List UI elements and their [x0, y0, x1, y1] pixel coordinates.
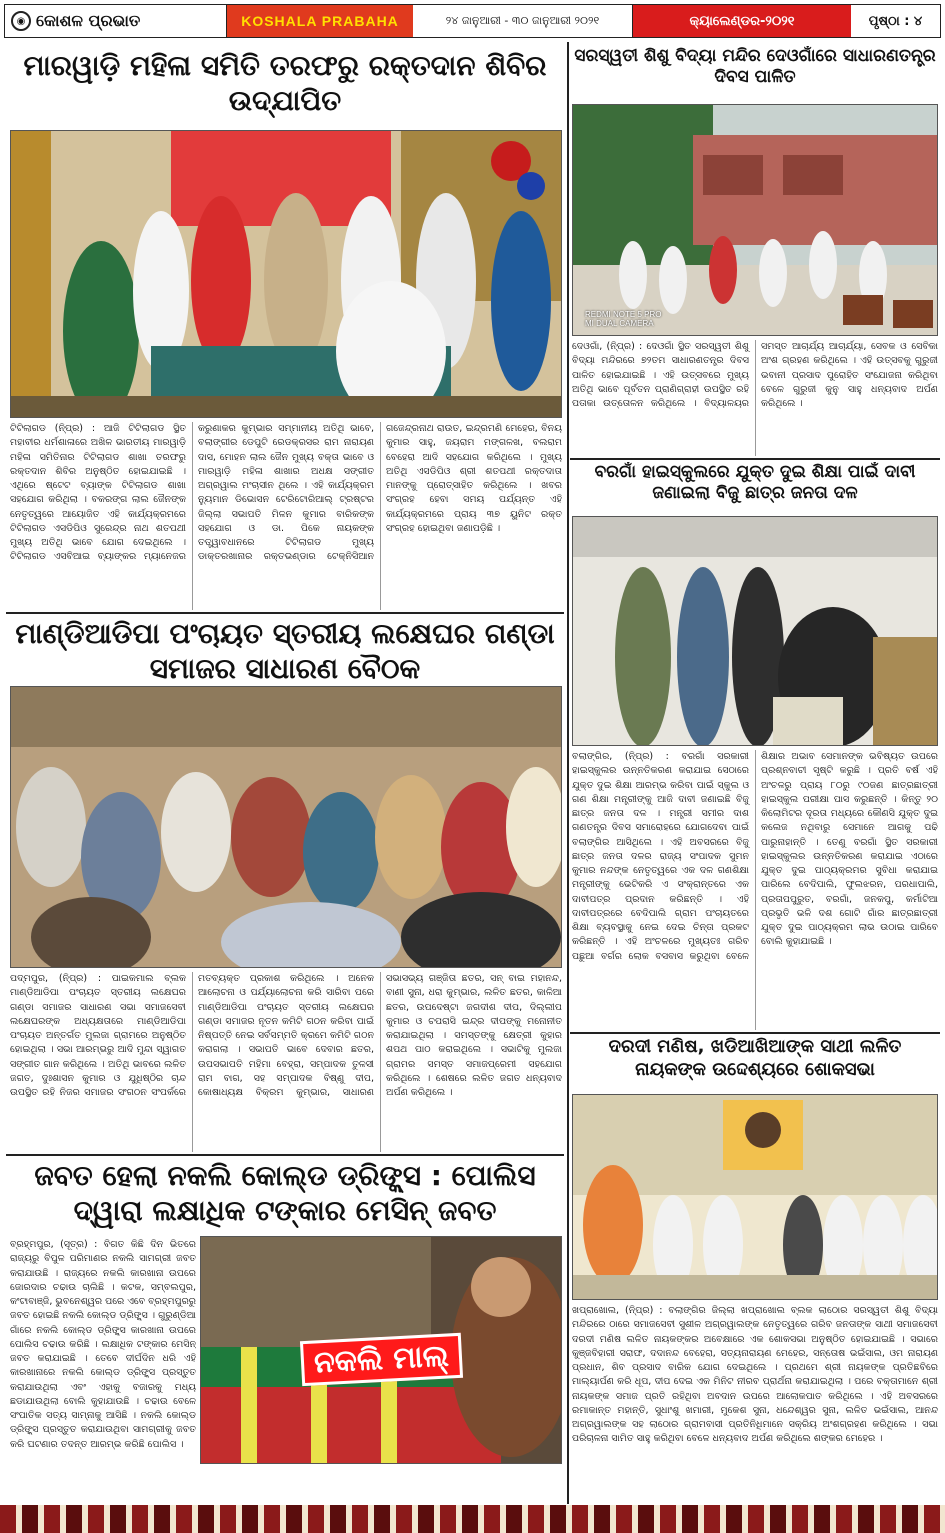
masthead — [4, 4, 941, 38]
section-divider — [570, 1032, 940, 1034]
section-divider — [6, 1154, 564, 1156]
blood-camp-body: ଟିଟିଲାଗଡ (ନି୍ପ୍ର) : ଆଜି ଟିଟିଲାଗଡ ସ୍ଥିତ ମହାବୀର ଧର୍ମଶାଳାରେ ଅଖିଳ ଭାରତୀୟ ମାରୱାଡ଼ି ମହିଳା ସମିତିନାର ଟିଟିଲାଗଡ ଶାଖା ତରଫରୁ ରକ୍ତଦାନ ଶିବିର ଅନୁଷ୍ଠିତ ହୋଇଯାଇଛି । ଏଥିରେ ଷ୍ଟେଟ ବ୍ୟାଙ୍କ ଟିଟିଲାଗଡ ଶାଖା ସହଯୋଗ କରିଥିଲା । ବକରଙ୍ଗ ଲାଲ ଜୈନଙ୍କ ନେତୃତ୍ୱରେ ଆୟୋଜିତ ଏହି କାର୍ଯ୍ୟକ୍ରମରେ ଟିଟିଲାଗଡ ଏସଡିପିଓ ସୁରେନ୍ଦ୍ର ନାଥ ଶତପଥୀ ମୁଖ୍ୟ ଅତିଥି ଭାବେ ଯୋଗ ଦେଇଥିଲେ । ଟିଟିଲାଗଡ ଏସବିଆଇ ବ୍ୟାଙ୍କର ମ୍ୟାନେଜର କରୁଣାକର କୁମ୍ଭାର ସମ୍ମାନୀୟ ଅତିଥି ଭାବେ, ବଲାଙ୍ଗୀର ଡେପୁଟି ରେଡକ୍ରସର ରାମ ନାରାୟଣ ଦାସ, ମୋହନ ଲାଲ ଜୈନ ମୁଖ୍ୟ ବକ୍ତା ଭାବେ ଓ ମାରୱାଡ଼ି ମହିଳା ଶାଖାର ଅଧକ୍ଷ ସଙ୍ଗୀତ ଅଗ୍ରୱାଲ ମଂଚାସୀନ ଥିଲେ । ଏହି କାର୍ଯ୍ୟକ୍ରମ ନ୍ୟୁମାନ ଡିଭୋସନ ଟେରିଟୋରିଆଲ୍ ଟ୍ରଷ୍ଟର ଜିଲ୍ଲା ସଭାପତି ମିଳନ କୁମାର ବାରିକଙ୍କ ସହଯୋଗ ଓ ଡା. ପିକେ ନାୟକଙ୍କ ତତ୍ତ୍ୱାବଧାନରେ ଟିଟିଲାଗଡ ମୁଖ୍ୟ ଡାକ୍ତରଖାନାର ରକ୍ତଭଣ୍ଡାର ଟେକ୍ନିସିଆନ ଗଜେନ୍ଦ୍ରନାଥ ରାଉତ, ଇନ୍ଦ୍ରମଣି ମେହେର, ବିନୟ କୁମାର ସାହୁ, ଜୟରାମ ମଙ୍ଗଳଖ, ବଲରାମ ବେହେରା ଆଦି ସହଯୋଗ କରିଥିଲେ । ମୁଖ୍ୟ ଅତିଥି ଏସଡିପିଓ ଶ୍ରୀ ଶତପଥୀ ରକ୍ତଦାତା ମାନଙ୍କୁ ପ୍ରୋତ୍ସାହିତ କରିଥିଲେ । ଖବର ସଂଗ୍ରହ ହେବା ସମୟ ପର୍ଯ୍ୟନ୍ତ ଏହି କାର୍ଯ୍ୟକ୍ରମରେ ପ୍ରାୟ ୩୭ ୟୁନିଟ ରକ୍ତ ସଂଗ୍ରହ ହୋଇଥିବା ଜଣାପଡ଼ିଛି । — [10, 423, 562, 563]
saraswati-body: ଦେଓଗାଁ, (ନି୍ପ୍ର) : ଦେଓଗାଁ ସ୍ଥିତ ସରସ୍ୱତୀ ଶିଶୁ ବିଦ୍ୟା ମନ୍ଦିରରେ ୭୨ତମ ସାଧାରଣତନ୍ତ୍ର ଦିବସ ପାଳିତ ହୋଇଯାଇଛି । ଏହି ଉତ୍ସବରେ ମୁଖ୍ୟ ଅତିଥି ଭାବେ ପୂର୍ବତନ ପ୍ରାଣିଗ୍ରାହୀ ଉପସ୍ଥିତ ରହି ପତାକା ଉତ୍ତୋଳନ କରିଥିଲେ । ବିଦ୍ୟାଳୟର ସମସ୍ତ ଆଚାର୍ଯ୍ୟ ଆଚାର୍ଯ୍ୟା, ସେବକ ଓ ସେବିକା ଅଂଶ ଗ୍ରହଣ କରିଥିଲେ । ଏହି ଉତ୍ସବକୁ ଗୁରୁଜୀ ଭବାନୀ ପ୍ରସାଦ ପୁରୋହିତ ସଂଯୋଜନା କରିଥିବା ବେଳେ ଗୁରୁଜୀ କୁନୁ ସାହୁ ଧନ୍ୟବାଦ ଅର୍ପଣ କରିଥିଲେ । — [572, 341, 938, 409]
section-divider — [6, 612, 564, 614]
condolence-photo — [572, 1094, 938, 1300]
bargaon-headline: ବରଗାଁ ହାଇସ୍କୁଲରେ ଯୁକ୍ତ ଦୁଇ ଶିକ୍ଷା ପାଇଁ ଦାବୀ ଜଣାଇଲା ବିଜୁ ଛାତ୍ର ଜନତା ଦଳ — [594, 462, 916, 504]
masthead-name: KOSHALA PRABAHA — [227, 5, 413, 37]
fake-drinks-headline: ଜବତ ହେଲା ନକଲି କୋଲ୍ଡ ଡ୍ରିଙ୍କ୍ସ : ପୋଲିସ ଦ୍ୱାରା ଲକ୍ଷାଧିକ ଟଙ୍କାର ମେସିନ୍ ଜବତ — [34, 1159, 536, 1227]
condolence-headline: ଦରଦୀ ମଣିଷ, ଖଡିଆଖିଆଙ୍କ ସାଥୀ ଲଳିତ ନାୟକଙ୍କ ଉଦ୍ଦେଶ୍ୟରେ ଶୋକସଭା — [608, 1036, 902, 1080]
saraswati-headline: ସରସ୍ୱତୀ ଶିଶୁ ବିଦ୍ୟା ମନ୍ଦିର ଦେଓଗାଁରେ ସାଧାରଣତନ୍ତ୍ର ଦିବସ ପାଳିତ — [574, 46, 936, 88]
saraswati-photo — [572, 104, 938, 336]
footer-ornament — [0, 1505, 945, 1533]
logo-text: କୋଶଳ ପ୍ରଭାତ — [36, 11, 141, 30]
page-number: ପୃଷ୍ଠା : ୪ — [868, 13, 923, 29]
fake-goods-stamp: ନକଲି ମାଲ୍ — [300, 1333, 463, 1386]
blood-camp-headline: ମାରୱାଡ଼ି ମହିଳା ସମିତି ତରଫରୁ ରକ୍ତଦାନ ଶିବିର ଉଦ୍‌ଯାପିତ — [23, 49, 547, 117]
fake-drinks-caption-area — [200, 1466, 562, 1502]
gond-meeting-body: ପଦ୍ମପୁର, (ନି୍ପ୍ର) : ପାଇକମାଲ ବ୍ଲକ ମାଣ୍ଡିଆଡିପା ପଂଚାୟତ ସ୍ତରୀୟ ଲକ୍ଷେଘର ଗଣ୍ଡା ସମାଜର ସାଧାରଣ ସଭା ସମାଜସେବୀ ଲକ୍ଷେଘରଙ୍କ ଅଧ୍ୟକ୍ଷତାରେ ମାଣ୍ଡିଆଡିପା ପଂଚାୟତ ଅନ୍ତର୍ଗତ ମୁଲଜା ଗ୍ରାମରେ ଅନୁଷ୍ଠିତ ହୋଇଥିଲା । ସଭା ଆରମ୍ଭରୁ ଆଦି ମୁନ୍ଦା ସ୍ୱାଗତ ସଙ୍ଗୀତ ଗାନ କରିଥିଲେ । ଅତିଥି ଭାବରେ ଲଳିତ ଜଗତ, ଦୁଃଶାସନ କୁମାର ଓ ଯୁଧିଷ୍ଠିର ଚାନ୍ଦ ଉପସ୍ଥିତ ରହି ନିଜର ସମାଜର ସଂଗଠନ ସଂପର୍କରେ ମତବ୍ୟକ୍ତ ପ୍ରକାଶ କରିଥିଲେ । ଅନେକ ଆଲୋଚନା ଓ ପର୍ଯ୍ୟାଲୋଚନା କରି ସାରିବା ପରେ ମାଣ୍ଡିଆଡିପା ପଂଚାୟତ ସ୍ତରୀୟ ଲକ୍ଷେଘର ଗଣ୍ଡା ସମାଜର ନୂତନ କମିଟି ଗଠନ କରିବା ପାଇଁ ନିଷ୍ପତ୍ତି ନେଇ ସର୍ବସମ୍ମତି କ୍ରମେ କମିଟି ଗଠନ କରାଗଲା । ସଭାପତି ଭାବେ ଦେବାର ଛତର, ଉପସଭାପତି ମହିମା ବେହ୍ରା, ସମ୍ପାଦକ ତୁଳସୀ ରାମ ବାଗ, ସହ ସମ୍ପାଦକ ବିଷ୍ଣୁ ଦୀପ, କୋଷାଧ୍ୟକ୍ଷ ବିକ୍ରମ କୁମ୍ଭାର, ସାଧାରଣ ସଭାସଭ୍ୟ ଗଞ୍ଜିତା ଛତର, ସନ୍ ବାଇ ମହାନନ୍ଦ, ବାଣୀ ସୁନା, ଧରା କୁମ୍ଭାର, ଲଳିତ ଛତର, କାଳିଆ ଛତର, ଉପଦେଷ୍ଟା ଜଗଦୀଶ ଦୀପ, ଦିଲ୍ଲୀପ କୁମାର ଓ ଚପରାସି ଇନ୍ଦ୍ର ଦୀପଙ୍କୁ ମନୋନୀତ କରାଯାଇଥିଲା । ସମସ୍ତଙ୍କୁ କ୍ଷେତ୍ରୀ କୁହାର ଶପଥ ପାଠ କରାଇଥିଲେ । ସଭାଟିକୁ ମୁଲଜା ଗ୍ରାମର ସମସ୍ତ ସମାଜପ୍ରେମୀ ସହଯୋଗ କରିଥିଲେ । ଶେଷରେ ଲଳିତ ଜଗତ ଧନ୍ୟବାଦ ଅର୍ପଣ କରିଥିଲେ । — [10, 973, 562, 1098]
bargaon-photo — [572, 516, 938, 746]
fake-drinks-body: ବ୍ରହ୍ମପୁର, (ସୂତ୍ର) : ବିଗତ କିଛି ଦିନ ଭିତରେ ରାଜ୍ୟରୁ ବିପୁଳ ପରିମାଣର ନକଲି ସାମଗ୍ରୀ ଜବତ କରାଯାଉଛି । ରାଜ୍ୟରେ ନକଲି କାରଖାନା ଉପରେ ଜୋରଦାର ଚଢାଉ ଚାଲିଛି । କଟକ, ସମ୍ବଲପୁର, କଂଟାବାଞ୍ଜି, ଭୁବନେଶ୍ୱର ପରେ ଏବେ ବ୍ରହ୍ମପୁରରୁ ଜବତ ହୋଇଛି ନକଲି କୋଲ୍ଡ ଡ୍ରିଙ୍କ୍ସ । ଗୁରୁଣ୍ଡିଆ ଗାଁରେ ନକଲି କୋଲ୍ଡ ଡ୍ରିଙ୍କ୍ସ କାରଖାନା ଉପରେ ପୋଲିସ ଚଢାଉ କରିଛି । ଲକ୍ଷାଧିକ ଟଙ୍କାର ମେସିନ୍ ଜବତ କରାଯାଇଛି । ତେବେ ଦୀର୍ଘଦିନ ଧରି ଏହି କାରଖାନାରେ ନକଲି କୋଲ୍ଡ ଡ୍ରିଙ୍କ୍ସ ପ୍ରସ୍ତୁତ କରାଯାଉଥିଲା ଏବଂ ଏହାକୁ ବଜାରକୁ ମଧ୍ୟ ଛଡାଯାଉଥିଲା ବୋଲି କୁହାଯାଉଛି । ଚଢାଉ ବେଳେ ସଂପାତିକ ସତ୍ୟ ସାମ୍ନାକୁ ଆସିଛି । ନକଲି କୋଲ୍ଡ ଡ୍ରିଙ୍କ୍ସ ପ୍ରସ୍ତୁତ କରାଯାଉଥିବା ସାମଗ୍ରୀକୁ ଜବତ କରି ଘଟଣାର ତଦନ୍ତ ଆରମ୍ଭ କରିଛି ପୋଲିସ । — [10, 1239, 196, 1450]
condolence-body: ଖପ୍ରାଖୋଲ, (ନି୍ପ୍ର) : ବଲାଙ୍ଗିର ଜିଲ୍ଲା ଖପ୍ରାଖୋଲ ବ୍ଲକ ଲାଠୋର ସରସ୍ୱତୀ ଶିଶୁ ବିଦ୍ୟା ମନ୍ଦିରରେ ଠାରେ ସମାଜସେବୀ ସୁଶୀଳ ଅଗ୍ରୱାଲଙ୍କ ନେତୃତ୍ୱରେ ଗରିବ ଜନତାଙ୍କ ସାଥୀ ସମାଜସେବୀ ଦରଦୀ ମଣିଷ ଲଳିତ ନାୟକଙ୍କର ଅବେକ୍ଷାରେ ଏକ ଶୋକସଭା ଅନୁଷ୍ଠିତ ହୋଇଯାଇଛି । ସଭାରେ କୁଞ୍ଜବିହାରୀ ସରାଫ, ଦଦାନନ୍ଦ ବେହେରା, ସତ୍ୟନାରାୟଣ ମେହେର, ସନ୍ତୋଷ ଭଇଁସାଲ, ଓମ ନାରାୟଣ ପ୍ରଧାନ, ଶିବ ପ୍ରସାଦ ବାରିକ ଯୋଗ ଦେଇଥିଲେ । ପ୍ରଥମେ ଶ୍ରୀ ନାୟକଙ୍କ ପ୍ରତିଛବିରେ ମାଲ୍ୟାର୍ପଣ କରି ଧୂପ, ଦୀପ ଦେଇ ଏକ ମିନିଟ ନୀରବ ପ୍ରାର୍ଥନା କରାଯାଇଥିଲା । ପରେ ବକ୍ତାମାନେ ଶ୍ରୀ ନାୟକଙ୍କ ସମାଜ ପ୍ରତି ରହିଥିବା ଅବଦାନ ଉପରେ ଆଲୋକପାତ କରିଥିଲେ । ଏହି ଅବସରରେ ରମାକାନ୍ତ ମହାନ୍ତି, ସୁଧାଂଶୁ ଖମାରୀ, ମୁକେଶ ସୁନା, ଧନ୍ଦେଶ୍ୱର ସୁନା, ଲଳିତ ଭଇଁସାଲ, ଆନନ୍ଦ ଅଗ୍ରୱାଲଙ୍କ ସହ ଲାଠୋର ଗ୍ରାମବାସୀ ପ୍ରତିନିଧିମାନେ ସକ୍ରିୟ ଅଂଶଗ୍ରହଣ କରିଥିଲେ । ସଭା ପରିଚାଳନା ସାମିତ ସାହୁ କରିଥିବା ବେଳେ ଧନ୍ୟବାଦ ଅର୍ପଣ କରିଥିଲେ ଶଙ୍କର ମେହେର । — [572, 1305, 938, 1445]
section-divider — [570, 458, 940, 460]
bargaon-body: ବଲାଙ୍ଗିର, (ନି୍ପ୍ର) : ବରଗାଁ ସରକାରୀ ହାଇସ୍କୁଲର ଉନ୍ନତିକରଣ କରାଯାଇ ସେଠାରେ ଯୁକ୍ତ ଦୁଇ ଶିକ୍ଷା ଆରମ୍ଭ କରିବା ପାଇଁ ସ୍କୁଲ ଓ ଗଣ ଶିକ୍ଷା ମନ୍ତ୍ରୀଙ୍କୁ ଆଜି ଦାବୀ ଜଣାଇଛି ବିଜୁ ଛାତ୍ର ଜନତା ଦଳ । ମନ୍ତ୍ରୀ ସମୀର ଦାଶ ଗଣତନ୍ତ୍ର ଦିବସ ସମାରୋହରେ ଯୋଗଦେବା ପାଇଁ ବଲାଙ୍ଗିର ଆସିଥିଲେ । ଏହି ଅବସରରେ ବିଜୁ ଛାତ୍ର ଜନତା ଦଳର ରାଜ୍ୟ ସଂପାଦକ ସୁମନ କୁମାର ନନ୍ଦଙ୍କ ନେତୃତ୍ୱରେ ଏକ ଦଳ ଗଣଶିକ୍ଷା ମନ୍ତ୍ରୀଙ୍କୁ ଭେଟିକରି ଏ ସଂକ୍ରାନ୍ତରେ ଏକ ଦାବୀପତ୍ର ପ୍ରଦାନ କରିଛନ୍ତି । ଏହି ଦାବୀପତ୍ରରେ ବେଦିପାଲି ଗ୍ରାମ ପଂଚାୟତରେ ଶିକ୍ଷା ବ୍ୟବସ୍ଥାକୁ ନେଇ ଦେଇ ଚିନ୍ତା ପ୍ରକଟ କରିଛନ୍ତି । ଏହି ଅଂଚଳରେ ମୁଖ୍ୟତଃ ଗରିବ ପଛୁଆ ବର୍ଗର ଲୋକ ବସବାସ କରୁଥିବା ବେଳେ ଶିକ୍ଷାର ଅଭାବ ସେମାନଙ୍କ ଭବିଷ୍ୟତ ଉପରେ ପ୍ରଶ୍ନବାଚୀ ସୃଷ୍ଟି କରୁଛି । ପ୍ରତି ବର୍ଷ ଏହି ଅଂଚଳରୁ ପ୍ରାୟ ୮୦ରୁ ୯୦ଜଣ ଛାତ୍ରଛାତ୍ରୀ ହାଇସ୍କୁଲ ପରୀକ୍ଷା ପାସ କରୁଛନ୍ତି । କିନ୍ତୁ ୨୦ କିଲୋମିଟର ଦୂରତା ମଧ୍ୟରେ କୌଣସି ଯୁକ୍ତ ଦୁଇ କଲେଜ ନଥିବାରୁ ସେମାନେ ଆଗକୁ ପଢି ପାରୁନାହାନ୍ତି । ତେଣୁ ବରଗାଁ ସ୍ଥିତ ସରକାରୀ ହାଇସ୍କୁଲର ଉନ୍ନତିକରଣ କରାଯାଇ ଏଠାରେ ଯୁକ୍ତ ଦୁଇ ପାଠ୍ୟକ୍ରମର ସୁବିଧା କରାଯାଇ ପାରିଲେ ବେଦିପାଲି, ଫୁଲଝରନ, ପରଧାପାଲି, ପ୍ରତାପପୁରୁତ, ବରଗାଁ, ଜନକପୁ, କର୍ମାଟିଆ ପ୍ରଭୃତି ଭଳି ଦଶ ଗୋଟି ଗାଁର ଛାତ୍ରଛାତ୍ରୀ ଯୁକ୍ତ ଦୁଇ ପାଠ୍ୟକ୍ରମ ଲାଭ ଉଠାଇ ପାରିବେ ବୋଲି କୁହାଯାଇଛି । — [572, 751, 938, 962]
calendar-label: କ୍ୟାଲେଣ୍ଡର-୨୦୨୧ — [633, 5, 851, 37]
column-divider — [567, 42, 569, 1504]
newspaper-logo-icon: ◉ — [11, 11, 31, 31]
fake-drinks-photo — [200, 1236, 562, 1464]
gond-meeting-photo — [10, 686, 562, 968]
blood-camp-photo — [10, 130, 562, 418]
camera-watermark: REDMI NOTE 5 PRO MI DUAL CAMERA — [585, 309, 662, 329]
gond-meeting-headline: ମାଣ୍ଡିଆଡିପା ପଂଚାୟତ ସ୍ତରୀୟ ଲକ୍ଷେଘର ଗଣ୍ଡା ସମାଜର ସାଧାରଣ ବୈଠକ — [15, 617, 555, 685]
issue-date-range: ୨୪ ଜାନୁଆରୀ - ୩୦ ଜାନୁଆରୀ ୨୦୨୧ — [413, 5, 633, 37]
masthead-logo — [5, 5, 227, 37]
